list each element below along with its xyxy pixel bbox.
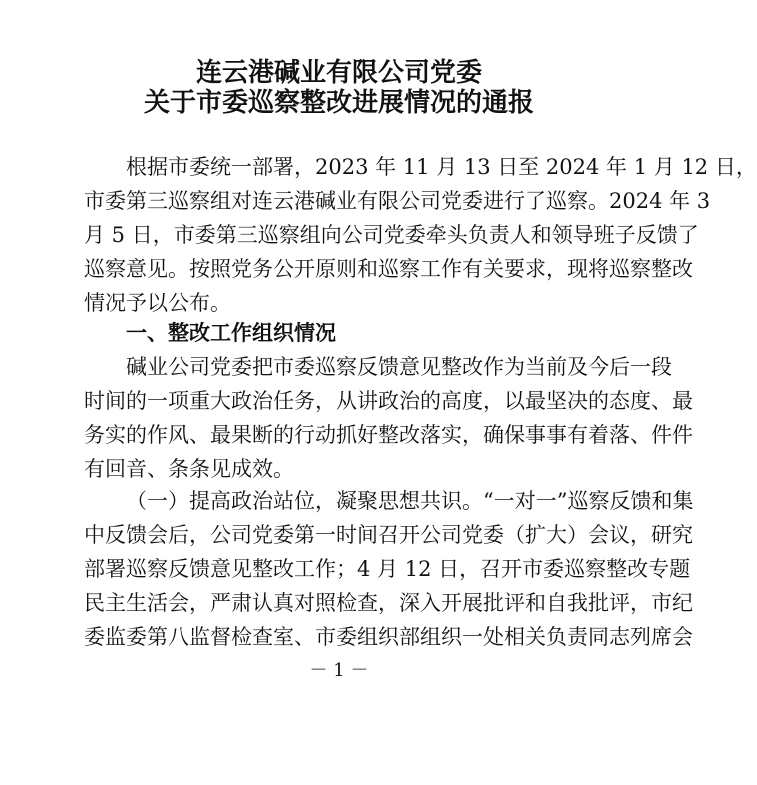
paragraph-3-line: 民主生活会，严肃认真对照检查，深入开展批评和自我批评，市纪 xyxy=(84,591,693,615)
paragraph-2-line: 有回音、条条见成效。 xyxy=(84,457,294,481)
paragraph-2-line: 碱业公司党委把市委巡察反馈意见整改作为当前及今后一段 xyxy=(126,355,672,379)
paragraph-1-line: 市委第三巡察组对连云港碱业有限公司党委进行了巡察。2024 年 3 xyxy=(84,189,711,213)
paragraph-1-line: 根据市委统一部署，2023 年 11 月 13 日至 2024 年 1 月 12 日， xyxy=(126,155,757,179)
section-heading: 一、整改工作组织情况 xyxy=(126,321,336,345)
paragraph-2-line: 时间的一项重大政治任务，从讲政治的高度，以最坚决的态度、最 xyxy=(84,389,693,413)
document-title-line-2: 关于市委巡察整改进展情况的通报 xyxy=(143,88,534,118)
paragraph-1-line: 月 5 日，市委第三巡察组向公司党委牵头负责人和领导班子反馈了 xyxy=(84,223,699,247)
paragraph-1-line: 情况予以公布。 xyxy=(84,291,231,315)
page-number: － 1 － xyxy=(309,660,369,681)
paragraph-3-line: （一）提高政治站位，凝聚思想共识。“一对一”巡察反馈和集 xyxy=(126,489,694,513)
paragraph-3-line: 部署巡察反馈意见整改工作；4 月 12 日，召开市委巡察整改专题 xyxy=(84,557,691,581)
paragraph-1-line: 巡察意见。按照党务公开原则和巡察工作有关要求，现将巡察整改 xyxy=(84,257,693,281)
paragraph-3-line: 委监委第八监督检查室、市委组织部组织一处相关负责同志列席会 xyxy=(84,625,693,649)
document-title-line-1: 连云港碱业有限公司党委 xyxy=(195,58,482,88)
paragraph-2-line: 务实的作风、最果断的行动抓好整改落实，确保事事有着落、件件 xyxy=(84,423,693,447)
paragraph-3-line: 中反馈会后，公司党委第一时间召开公司党委（扩大）会议，研究 xyxy=(84,523,693,547)
